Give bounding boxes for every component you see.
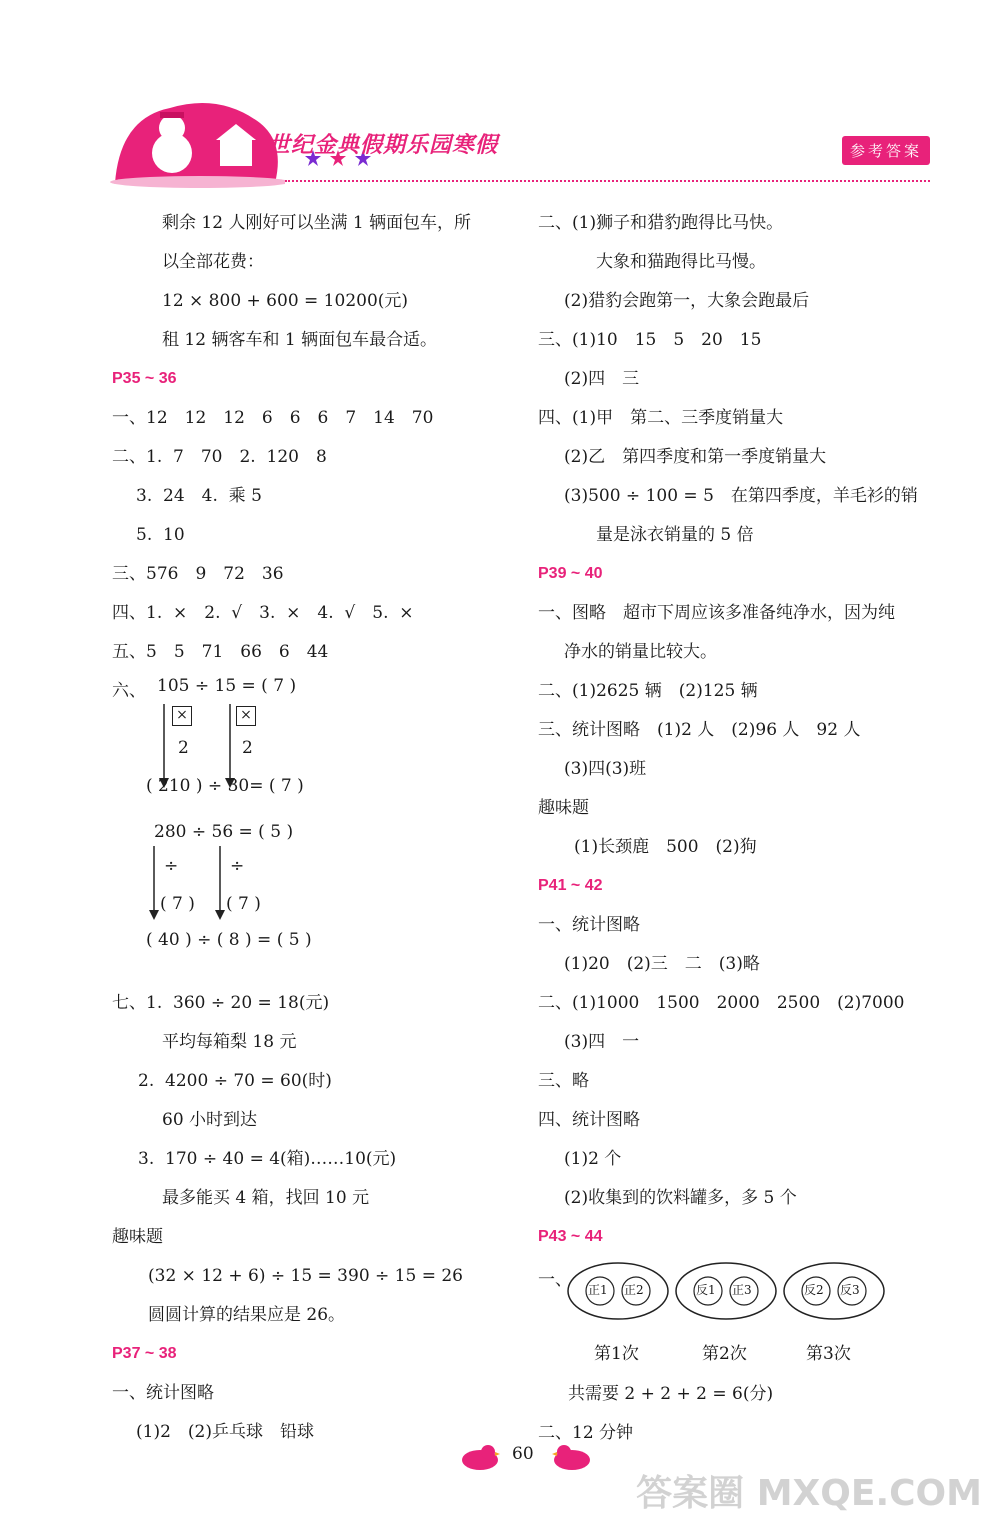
text-line: 七、1. 360 ÷ 20 = 18(元): [112, 993, 330, 1013]
section-heading: P43 ~ 44: [538, 1228, 603, 1245]
text-line: 一、统计图略: [538, 915, 640, 935]
text-line: 以全部花费：: [162, 252, 264, 272]
text-line: (3)500 ÷ 100 = 5 在第四季度，羊毛衫的销: [564, 486, 918, 506]
text-line: (1)长颈鹿 500 (2)狗: [574, 837, 757, 857]
trial-label: 第1次: [594, 1344, 639, 1364]
text-line: 2. 4200 ÷ 70 = 60(时): [138, 1071, 332, 1091]
left-column: [112, 208, 512, 1456]
snowman-banner-illustration: [110, 98, 285, 188]
factor-label: ( 7 ): [160, 894, 195, 914]
coin-label: 正2: [624, 1283, 644, 1297]
text-line: 共需要 2 + 2 + 2 = 6(分): [568, 1384, 774, 1404]
series-title: 世纪金典假期乐园寒假: [268, 133, 499, 158]
coin-label: 正3: [732, 1283, 752, 1297]
page-header: [110, 98, 930, 188]
trial-label: 第2次: [702, 1344, 747, 1364]
text-line: 二、(1)狮子和猎豹跑得比马快。: [538, 213, 784, 233]
text-line: (32 × 12 + 6) ÷ 15 = 390 ÷ 15 = 26: [148, 1266, 463, 1286]
text-line: (3)四 一: [564, 1032, 640, 1052]
factor-label: 2: [242, 738, 253, 758]
trial-labels: [538, 1339, 958, 1379]
text-line: 3. 24 4. 乘 5: [136, 486, 262, 506]
text-line: (2)乙 第四季度和第一季度销量大: [564, 447, 827, 467]
right-column: [538, 208, 958, 1457]
text-line: 大象和猫跑得比马慢。: [596, 252, 766, 272]
text-line: (3)四(3)班: [564, 759, 647, 779]
coin-diagram: [538, 1261, 958, 1339]
header-divider: [285, 180, 930, 182]
coin-label: 反1: [696, 1283, 716, 1297]
text-line: 3. 170 ÷ 40 = 4(箱)……10(元): [138, 1149, 397, 1169]
text-line: (2)收集到的饮料罐多，多 5 个: [564, 1188, 797, 1208]
section-heading: P35 ~ 36: [112, 370, 177, 387]
text-line: (1)2 个: [564, 1149, 622, 1169]
text-line: 二、12 分钟: [538, 1423, 634, 1443]
watermark: 答案圈 MXQE.COM: [636, 1473, 982, 1514]
text-line: 量是泳衣销量的 5 倍: [596, 525, 754, 545]
text-line: (2)猎豹会跑第一，大象会跑最后: [564, 291, 810, 311]
factor-label: 2: [178, 738, 189, 758]
coin-label: 正1: [588, 1283, 608, 1297]
text-line: 60 小时到达: [162, 1110, 258, 1130]
coin-label: 反2: [804, 1283, 824, 1297]
text-line: 剩余 12 人刚好可以坐满 1 辆面包车，所: [162, 213, 472, 233]
multiply-box: ×: [172, 706, 192, 726]
text-line: 一、12 12 12 6 6 6 7 14 70: [112, 408, 434, 428]
coin-label: 反3: [840, 1283, 860, 1297]
text-line: 净水的销量比较大。: [564, 642, 717, 662]
text-line: 趣味题: [112, 1227, 163, 1247]
factor-label: ( 7 ): [226, 894, 261, 914]
text-line: 三、略: [538, 1071, 589, 1091]
equation: ( 40 ) ÷ ( 8 ) = ( 5 ): [146, 930, 312, 950]
text-line: 圆圆计算的结果应是 26。: [148, 1305, 346, 1325]
equation: ( 210 ) ÷ 30= ( 7 ): [146, 776, 304, 796]
text-line: 三、统计图略 (1)2 人 (2)96 人 92 人: [538, 720, 861, 740]
text-line: (2)四 三: [564, 369, 640, 389]
section-heading: P37 ~ 38: [112, 1345, 177, 1362]
text-line: 四、(1)甲 第二、三季度销量大: [538, 408, 784, 428]
multiply-box: ×: [236, 706, 256, 726]
text-line: 12 × 800 + 600 = 10200(元): [162, 291, 409, 311]
text-line: 四、1. × 2. √ 3. × 4. √ 5. ×: [112, 603, 414, 623]
page-number: 60: [512, 1444, 534, 1464]
text-line: 平均每箱梨 18 元: [162, 1032, 297, 1052]
question-label: 六、: [112, 681, 146, 701]
division-diagram: [112, 676, 512, 988]
section-heading: P41 ~ 42: [538, 877, 603, 894]
bird-icon: [460, 1442, 500, 1472]
text-line: 一、统计图略: [112, 1383, 214, 1403]
text-line: 二、(1)1000 1500 2000 2500 (2)7000: [538, 993, 905, 1013]
text-line: 一、图略 超市下周应该多准备纯净水，因为纯: [538, 603, 895, 623]
text-line: 租 12 辆客车和 1 辆面包车最合适。: [162, 330, 438, 350]
page-footer: [460, 1438, 600, 1478]
bird-icon: [552, 1442, 592, 1472]
text-line: 三、576 9 72 36: [112, 564, 284, 584]
equation: 105 ÷ 15 = ( 7 ): [157, 676, 297, 696]
text-line: 最多能买 4 箱，找回 10 元: [162, 1188, 370, 1208]
text-line: 二、(1)2625 辆 (2)125 辆: [538, 681, 758, 701]
trial-label: 第3次: [806, 1344, 851, 1364]
text-line: 趣味题: [538, 798, 589, 818]
text-line: 五、5 5 71 66 6 44: [112, 642, 329, 662]
answer-badge: 参考答案: [842, 136, 930, 165]
equation: 280 ÷ 56 = ( 5 ): [154, 822, 294, 842]
divide-sign: ÷: [164, 856, 179, 876]
text-line: 三、(1)10 15 5 20 15: [538, 330, 762, 350]
coin-ellipses: [566, 1261, 886, 1321]
text-line: (1)2 (2)乒乓球 铅球: [136, 1422, 314, 1442]
question-label: 一、: [538, 1270, 572, 1290]
text-line: 四、统计图略: [538, 1110, 640, 1130]
text-line: 二、1. 7 70 2. 120 8: [112, 447, 327, 467]
text-line: 5. 10: [136, 525, 185, 545]
text-line: (1)20 (2)三 二 (3)略: [564, 954, 760, 974]
divide-sign: ÷: [230, 856, 245, 876]
section-heading: P39 ~ 40: [538, 565, 603, 582]
